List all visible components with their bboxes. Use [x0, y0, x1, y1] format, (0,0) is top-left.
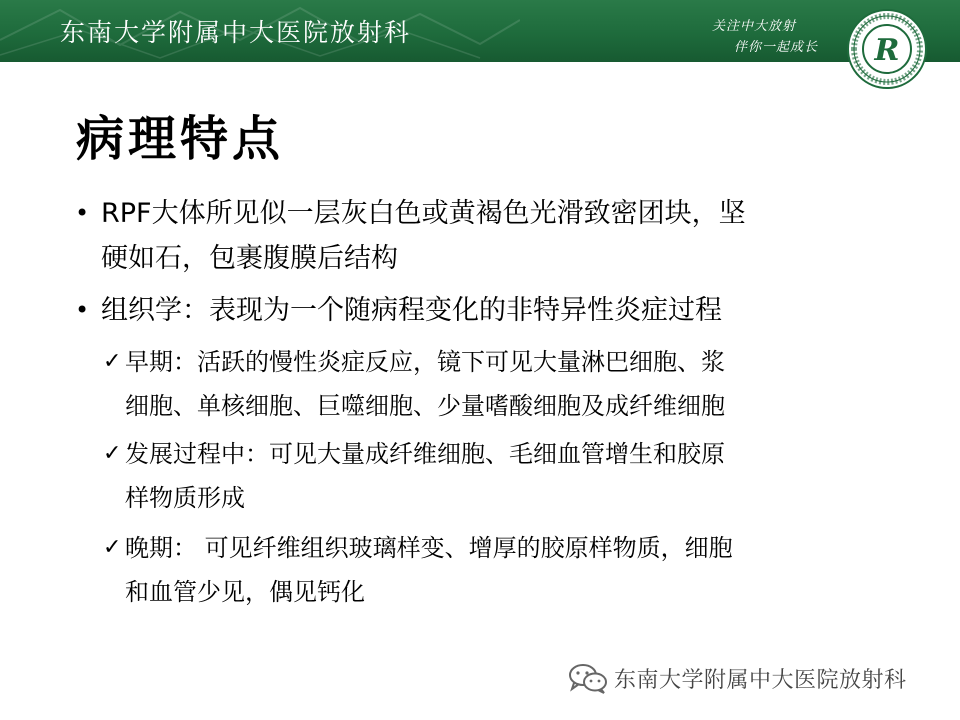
- bullet-item: [75, 288, 881, 333]
- sub-item: [103, 432, 865, 520]
- sub-item-text-line: 细胞、单核细胞、巨噬细胞、少量嗜酸细胞及成纤维细胞: [125, 392, 725, 420]
- header-title: 东南大学附属中大医院放射科: [60, 18, 412, 47]
- bullet-marker: •: [75, 199, 90, 227]
- bullet-text-line: 组织学：表现为一个随病程变化的非特异性炎症过程: [101, 295, 722, 326]
- slide-title: 病理特点: [76, 111, 285, 167]
- checkmark-icon: ✓: [103, 441, 122, 466]
- checkmark-icon: ✓: [103, 349, 122, 374]
- bullet-text-line: 硬如石，包裹腹膜后结构: [101, 243, 398, 274]
- footer-text: 东南大学附属中大医院放射科: [614, 667, 907, 693]
- logo-letter: R: [874, 33, 900, 68]
- slogan-line1: 关注中大放射: [712, 19, 797, 34]
- bullet-item: [75, 191, 881, 281]
- sub-item: [103, 340, 865, 428]
- footer-watermark: [568, 660, 907, 696]
- sub-item-text-line: 晚期： 可见纤维组织玻璃样变、增厚的胶原样物质，细胞: [125, 534, 733, 562]
- header-banner: [0, 0, 960, 62]
- sub-item-text-line: 发展过程中：可见大量成纤维细胞、毛细血管增生和胶原: [125, 440, 725, 468]
- sub-item: [103, 526, 865, 614]
- sub-item-text-line: 早期：活跃的慢性炎症反应，镜下可见大量淋巴细胞、浆: [125, 348, 725, 376]
- bullet-text-line: RPF大体所见似一层灰白色或黄褐色光滑致密团块，坚: [101, 198, 746, 229]
- wechat-icon: [568, 662, 608, 694]
- hospital-radiology-logo-icon: [846, 8, 928, 90]
- slogan-line2: 伴你一起成长: [734, 40, 819, 55]
- sub-item-text-line: 样物质形成: [125, 484, 245, 512]
- bullet-marker: •: [75, 296, 90, 324]
- sub-item-text-line: 和血管少见，偶见钙化: [125, 578, 365, 606]
- checkmark-icon: ✓: [103, 535, 122, 560]
